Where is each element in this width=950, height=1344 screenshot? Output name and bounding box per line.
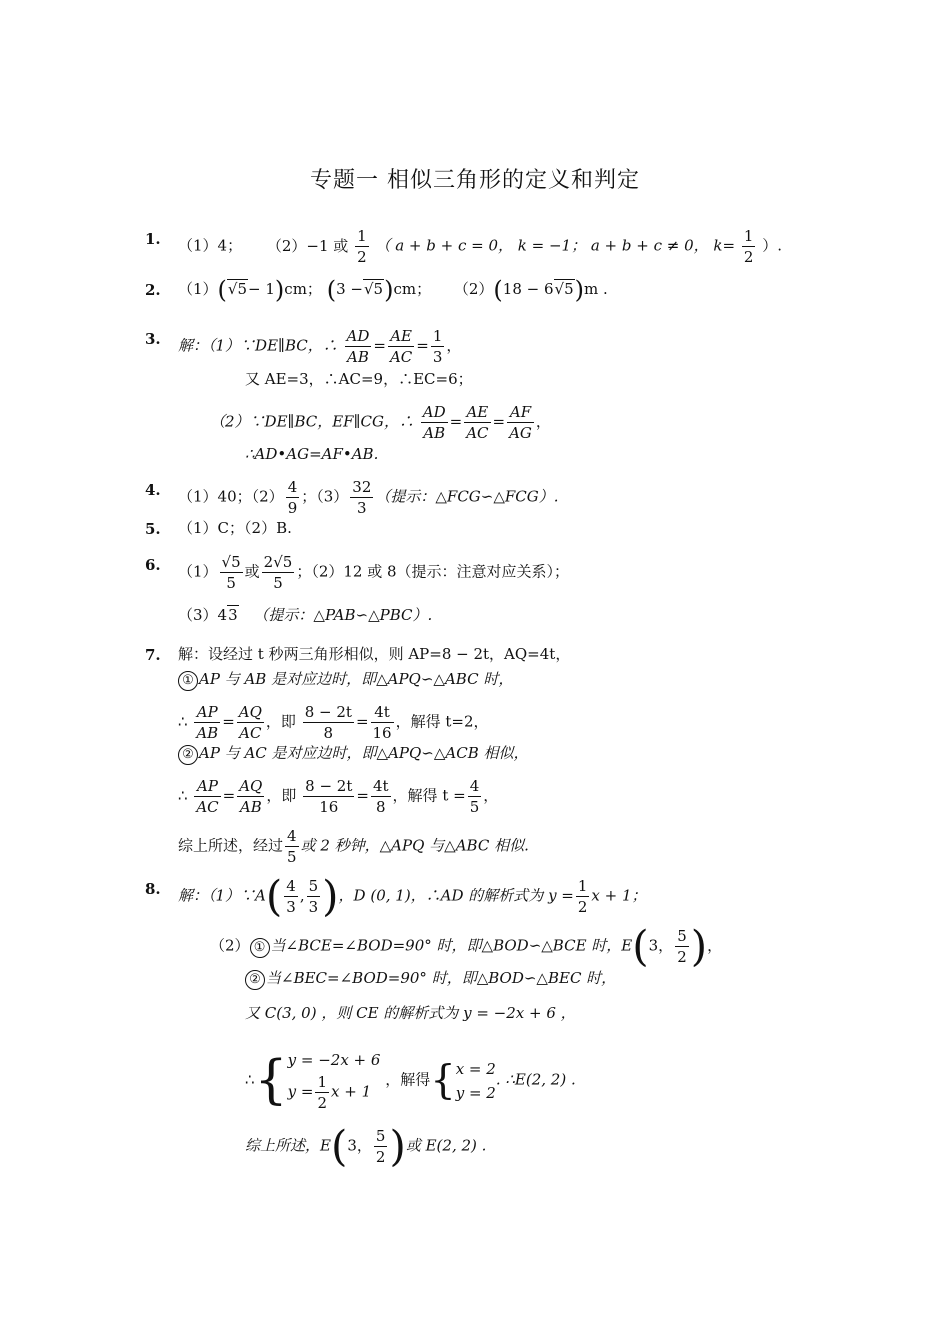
text: ，	[535, 412, 551, 431]
text: ，解得 t=2，	[395, 712, 489, 731]
circled-number: ①	[250, 938, 270, 958]
sqrt: 3	[228, 606, 238, 624]
problem-number-7: 7.	[145, 646, 161, 664]
text: m .	[584, 280, 608, 298]
fraction: $\frac{5}{2}$	[375, 1127, 386, 1166]
fraction: $\frac{1}{2}$	[577, 877, 588, 916]
fraction: $\frac{1}{2}$	[743, 227, 754, 266]
fraction: $\frac{AQ}{AC}$	[238, 703, 262, 742]
text: 综上所述，E	[245, 1136, 331, 1155]
text: ；（2）12 或 8（提示：注意对应关系）；	[296, 562, 570, 581]
text: ∴	[178, 786, 188, 805]
fraction: $\frac{AE}{AC}$	[389, 327, 413, 366]
fraction: $\frac{1}{3}$	[432, 327, 443, 366]
fraction: $\frac{2√5}{5}$	[263, 553, 293, 592]
problem-8-line-1: 解：（1）∵A( $\frac{4}{3}$ , $\frac{5}{3}$ )，D (0, 1)，∴AD 的解析式为 y = $\frac{1}{2}$ x + 1；	[178, 871, 647, 921]
text: （提示：△PAB∽△PBC）.	[253, 606, 433, 624]
text: （2）	[210, 936, 250, 955]
fraction: $\frac{4t}{8}$	[372, 777, 389, 816]
text: 或 2 秒钟，△APQ 与△ABC 相似.	[300, 836, 529, 855]
problem-number-4: 4.	[145, 481, 161, 499]
text: ∴	[178, 712, 188, 731]
fraction: $\frac{AD}{AB}$	[346, 327, 370, 366]
fraction: $\frac{5}{2}$	[677, 927, 687, 966]
text: 3，	[347, 1136, 372, 1155]
fraction: $\frac{AF}{AG}$	[509, 403, 532, 442]
text: ，即	[266, 786, 297, 805]
problem-6-line-1	[178, 552, 569, 593]
problem-number-1: 1.	[145, 230, 161, 248]
text: ，	[707, 936, 723, 955]
text: 3 −	[336, 280, 363, 298]
fraction: $\frac{4}{5}$	[469, 777, 480, 816]
text: 综上所述，经过	[178, 836, 284, 855]
text: ，	[446, 336, 462, 355]
problem-number-6: 6.	[145, 556, 161, 574]
problem-4	[178, 477, 559, 518]
text: ，解得 t =	[392, 786, 466, 805]
fraction: $\frac{√5}{5}$	[221, 553, 241, 592]
fraction: $\frac{AQ}{AB}$	[239, 777, 263, 816]
text: （1）40；（2）	[178, 487, 284, 506]
problem-7-line-1: 解：设经过 t 秒两三角形相似，则 AP=8 − 2t，AQ=4t，	[178, 645, 571, 663]
text: ，即	[265, 712, 296, 731]
fraction: $\frac{AP}{AB}$	[196, 703, 219, 742]
problem-6-line-2	[178, 603, 432, 627]
page-title: 专题一 相似三角形的定义和判定	[310, 168, 640, 193]
problem-1	[178, 226, 782, 267]
text: （1）	[178, 280, 218, 298]
text: （2）	[453, 280, 494, 298]
text: 解：（1）∵A	[178, 886, 266, 905]
text: （2）∵DE∥BC，EF∥CG，∴	[210, 412, 414, 431]
fraction: $\frac{8 - 2t}{16}$	[305, 777, 353, 816]
text: 当∠BEC=∠BOD=90° 时，即△BOD∽△BEC 时，	[266, 969, 617, 987]
text: （3）4	[178, 606, 228, 624]
fraction: $\frac{4}{3}$	[286, 877, 296, 916]
text: AP 与 AC 是对应边时，即△APQ∽△ACB 相似，	[199, 744, 529, 762]
sqrt: √5	[227, 280, 248, 298]
problem-2: （1）(√5− 1)cm； (3 −√5)cm； （2）(18 − 6√5)m .	[178, 276, 608, 304]
fraction: $\frac{1}{2}$	[357, 227, 367, 266]
text: ，解得	[385, 1070, 431, 1089]
fraction: $\frac{4t}{16}$	[372, 703, 392, 742]
problem-number-8: 8.	[145, 880, 161, 898]
sqrt: √5	[363, 280, 384, 298]
fraction: $\frac{5}{3}$	[308, 877, 319, 916]
text: 当∠BCE=∠BOD=90° 时，即△BOD∽△BCE 时，E	[270, 936, 633, 955]
text: ，D (0, 1)，∴AD 的解析式为 y =	[338, 886, 574, 905]
problem-number-2: 2.	[145, 281, 161, 299]
problem-7-line-2	[178, 667, 513, 691]
text: ；（3）	[301, 487, 349, 506]
text: （1）	[178, 562, 218, 581]
text: ）.	[762, 236, 782, 255]
text: 解：（1）∵DE∥BC，∴	[178, 336, 338, 355]
fraction: $\frac{8 - 2t}{8}$	[304, 703, 352, 742]
problem-3-line-4: ∴AD•AG=AF•AB.	[245, 445, 379, 463]
text: x + 1；	[591, 886, 647, 905]
fraction: $\frac{4}{9}$	[287, 478, 298, 517]
problem-3-line-1: 解：（1）∵DE∥BC，∴ $\frac{AD}{AB}$ = $\frac{AE}{AC}$ = $\frac{1}{3}$ ，	[178, 327, 462, 366]
sqrt: √5	[554, 280, 574, 298]
problem-7-line-4	[178, 741, 529, 765]
text: cm；	[284, 280, 322, 298]
text: 或	[244, 562, 260, 581]
text: . ∴E(2, 2) .	[495, 1070, 576, 1089]
problem-8-line-5: ∴{ y = −2x + 6 y = $\frac{1}{2}$ x + 1 ，解得{ x = 2 y = 2 . ∴E(2, 2) .	[245, 1048, 576, 1113]
text: − 1	[248, 280, 275, 298]
text: AP 与 AB 是对应边时，即△APQ∽△ABC 时，	[199, 670, 514, 688]
problem-8-line-2: （2） ① 当∠BCE=∠BOD=90° 时，即△BOD∽△BCE 时，E(3， $\frac{5}{2}$ )，	[210, 921, 723, 971]
text: 3，	[648, 936, 674, 955]
circled-number: ②	[178, 745, 198, 765]
problem-8-line-6: 综上所述，E(3， $\frac{5}{2}$ )或 E(2, 2) .	[245, 1121, 487, 1171]
solution-system: x = 2 y = 2	[455, 1059, 496, 1102]
circled-number: ②	[245, 970, 265, 990]
text: 18 − 6	[502, 280, 554, 298]
problem-3-line-3: （2）∵DE∥BC，EF∥CG，∴ $\frac{AD}{AB}$ = $\frac{AE}{AC}$ = $\frac{AF}{AG}$ ，	[210, 403, 551, 442]
fraction: $\frac{AD}{AB}$	[422, 403, 446, 442]
text: （2）−1 或	[266, 236, 349, 255]
problem-3-line-2: 又 AE=3，∴AC=9，∴EC=6；	[245, 370, 473, 388]
problem-7-line-3: ∴ $\frac{AP}{AB}$ = $\frac{AQ}{AC}$ ，即 $\frac{8 - 2t}{8}$ = $\frac{4t}{16}$ ，解得 t=2，	[178, 703, 489, 742]
fraction: $\frac{AP}{AC}$	[196, 777, 219, 816]
fraction: $\frac{32}{3}$	[352, 478, 372, 517]
circled-number: ①	[178, 671, 198, 691]
text: ∴	[245, 1070, 255, 1089]
text: （ a + b + c = 0， k = −1； a + b + c ≠ 0， k=	[375, 236, 736, 255]
problem-8-line-3	[245, 966, 616, 990]
fraction: $\frac{AE}{AC}$	[466, 403, 489, 442]
text: cm；	[393, 280, 432, 298]
equation-system: y = −2x + 6 y = $\frac{1}{2}$ x + 1	[287, 1051, 381, 1112]
problem-5: （1）C；（2）B.	[178, 519, 292, 537]
text: （1）4；	[178, 236, 243, 255]
problem-number-3: 3.	[145, 330, 161, 348]
fraction: $\frac{4}{5}$	[287, 827, 297, 866]
problem-7-line-6	[178, 826, 529, 867]
problem-number-5: 5.	[145, 520, 161, 538]
problem-7-line-5: ∴ $\frac{AP}{AC}$ = $\frac{AQ}{AB}$ ，即 $\frac{8 - 2t}{16}$ = $\frac{4t}{8}$ ，解得 t = $\frac{4}{5}$ ，	[178, 777, 499, 816]
text: 或 E(2, 2) .	[405, 1136, 487, 1155]
text: ，	[483, 786, 499, 805]
problem-8-line-4: 又 C(3, 0) ，则 CE 的解析式为 y = −2x + 6 ，	[245, 1004, 576, 1022]
text: （提示：△FCG∽△FCG）.	[375, 487, 559, 506]
